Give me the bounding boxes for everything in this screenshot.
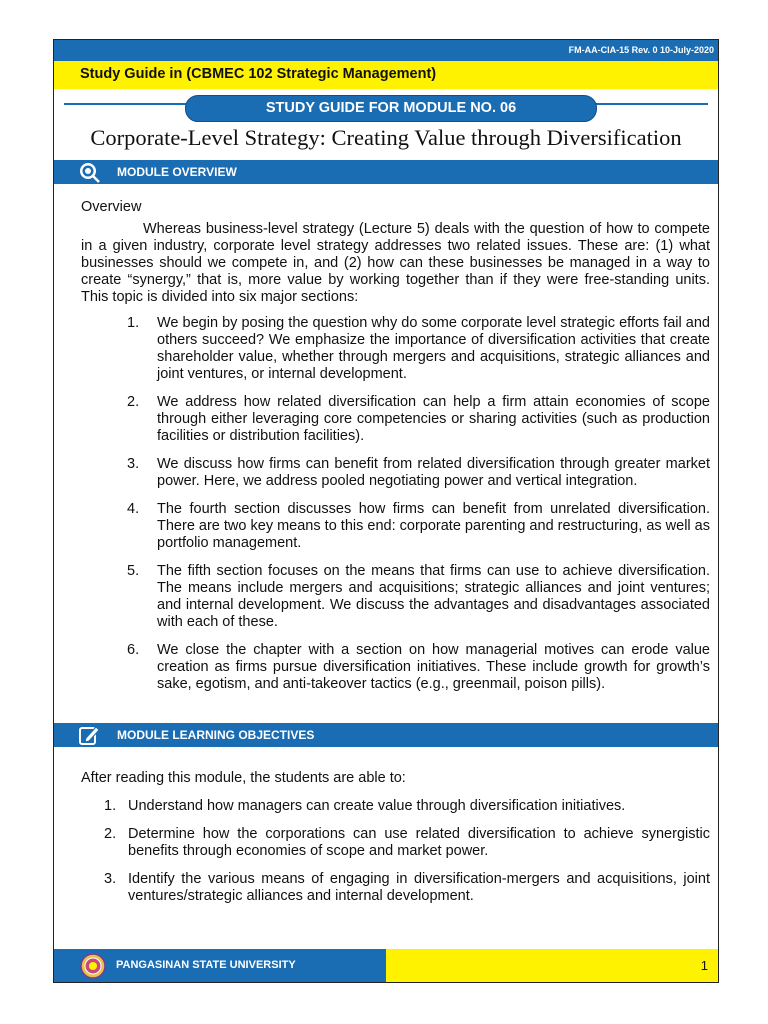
list-item-text: We close the chapter with a section on how managerial motives can erode value creation as firms pursue diversification initiatives. These include growth for growth’s sake, egotism, and anti-takeover tactics (e.g., greenmail, poison pills). bbox=[157, 642, 710, 692]
overview-list bbox=[117, 315, 710, 704]
university-name: PANGASINAN STATE UNIVERSITY bbox=[116, 959, 296, 971]
list-item-text: Determine how the corporations can use related diversification to achieve synergistic benefits through economies of scope and market power. bbox=[128, 826, 710, 859]
list-item-number: 4. bbox=[127, 501, 140, 517]
module-overview-header bbox=[54, 160, 718, 184]
list-item bbox=[117, 394, 710, 445]
learning-objectives-header bbox=[54, 723, 718, 747]
list-item bbox=[94, 798, 710, 815]
magnifier-icon bbox=[78, 161, 100, 183]
list-item-number: 2. bbox=[127, 394, 140, 410]
page-title: Corporate-Level Strategy: Creating Value through Diversification bbox=[90, 125, 682, 150]
page-footer bbox=[54, 949, 718, 982]
list-item bbox=[94, 871, 710, 905]
objectives-intro: After reading this module, the students are able to: bbox=[81, 770, 406, 786]
list-item bbox=[117, 501, 710, 552]
top-bar bbox=[54, 40, 718, 61]
list-item-number: 1. bbox=[104, 798, 117, 814]
list-item-number: 1. bbox=[127, 315, 140, 331]
document-code: FM-AA-CIA-15 Rev. 0 10-July-2020 bbox=[568, 45, 714, 55]
list-item bbox=[117, 456, 710, 490]
list-item bbox=[117, 642, 710, 693]
module-overview-label: MODULE OVERVIEW bbox=[117, 165, 237, 179]
list-item-text: The fourth section discusses how firms can benefit from unrelated diversification. There are two key means to this end: corporate parenting and restructuring, as well as portfolio management. bbox=[157, 501, 710, 551]
list-item bbox=[94, 826, 710, 860]
list-item-number: 5. bbox=[127, 563, 140, 579]
footer-university-band bbox=[54, 949, 386, 982]
list-item-text: Identify the various means of engaging in diversification-mergers and acquisitions, joint ventures/strategic alliances and internal development. bbox=[128, 871, 710, 904]
overview-intro-text: Whereas business-level strategy (Lecture 5) deals with the question of how to compete in a given industry, corporate level strategy addresses two related issues. These are: (1) what businesses should we compete in, and (2) how can these businesses be managed in a way to create “synergy,” that is, more value by working together than if they were free-standing units. This topic is divided into six major sections: bbox=[81, 221, 710, 305]
objectives-list bbox=[94, 798, 710, 916]
subject-title: Study Guide in (CBMEC 102 Strategic Management) bbox=[80, 66, 437, 82]
list-item-text: We address how related diversification can help a firm attain economies of scope through either leveraging core competencies or sharing activities (such as production facilities or distribution facilities). bbox=[157, 394, 710, 444]
university-seal-icon bbox=[80, 953, 106, 979]
list-item bbox=[117, 563, 710, 631]
overview-intro bbox=[81, 221, 710, 306]
list-item-text: We discuss how firms can benefit from related diversification through greater market power. Here, we address pooled negotiating power and vertical integration. bbox=[157, 456, 710, 489]
list-item bbox=[117, 315, 710, 383]
module-number-banner: STUDY GUIDE FOR MODULE NO. 06 bbox=[185, 95, 597, 122]
document-page bbox=[53, 39, 719, 983]
list-item-text: Understand how managers can create value through diversification initiatives. bbox=[128, 798, 626, 814]
list-item-text: The fifth section focuses on the means that firms can use to achieve diversification. The means include mergers and acquisitions; strategic alliances and joint ventures; and internal development. We discuss the advantages and disadvantages associated with each of these. bbox=[157, 563, 710, 630]
edit-icon bbox=[78, 724, 100, 746]
list-item-number: 6. bbox=[127, 642, 140, 658]
list-item-number: 3. bbox=[104, 871, 117, 887]
overview-heading: Overview bbox=[81, 199, 142, 215]
list-item-number: 3. bbox=[127, 456, 140, 472]
list-item-number: 2. bbox=[104, 826, 117, 842]
page-number: 1 bbox=[700, 958, 708, 973]
learning-objectives-label: MODULE LEARNING OBJECTIVES bbox=[117, 728, 315, 742]
subject-bar bbox=[54, 61, 718, 89]
list-item-text: We begin by posing the question why do some corporate level strategic efforts fail and others succeed? We emphasize the importance of diversification activities that create shareholder value, whether through mergers and acquisitions, strategic alliances and joint ventures, or internal development. bbox=[157, 315, 710, 382]
